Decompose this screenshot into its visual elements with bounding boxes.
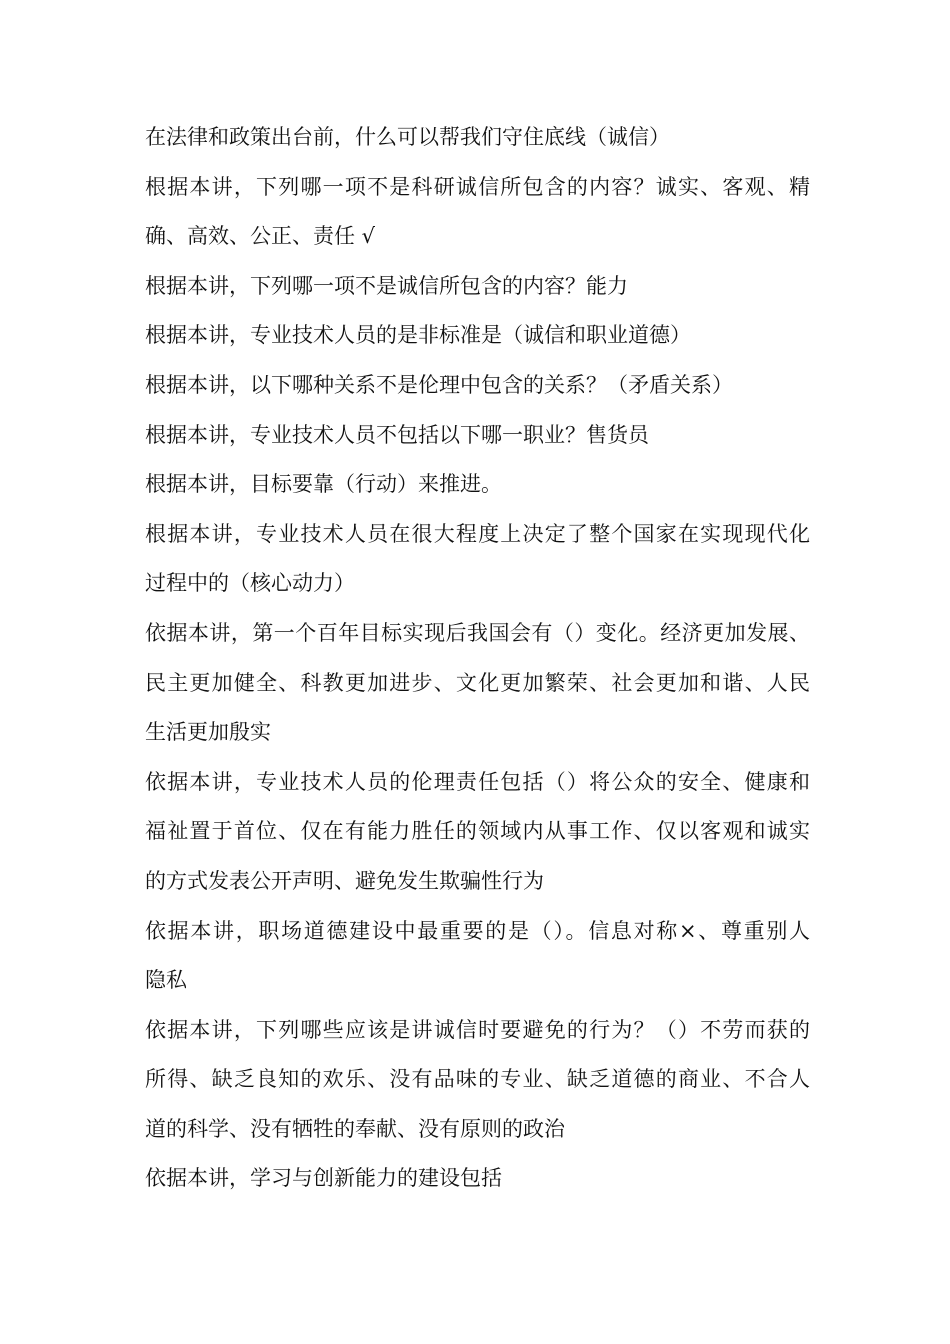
text-line: 在法律和政策出台前，什么可以帮我们守住底线（诚信）: [145, 125, 670, 149]
document-page: [145, 113, 810, 1204]
text-line: 依据本讲，第一个百年目标实现后我国会有（）变化。经济更加发展、: [145, 620, 810, 645]
text-line: 依据本讲，学习与创新能力的建设包括: [145, 1166, 502, 1191]
text-line: 根据本讲，专业技术人员的是非标准是（诚信和职业道德）: [145, 323, 691, 348]
text-line: 根据本讲，下列哪一项不是科研诚信所包含的内容？诚实、客观、精: [145, 174, 810, 199]
text-line: 福祉置于首位、仅在有能力胜任的领域内从事工作、仅以客观和诚实: [145, 819, 810, 844]
text-line: 民主更加健全、科教更加进步、文化更加繁荣、社会更加和谐、人民: [145, 670, 810, 695]
text-line: 确、高效、公正、责任 √: [145, 224, 376, 249]
text-line: 根据本讲，目标要靠（行动）来推进。: [145, 472, 502, 497]
text-line: 根据本讲，下列哪一项不是诚信所包含的内容？能力: [145, 273, 628, 298]
text-line: 根据本讲，以下哪种关系不是伦理中包含的关系？（矛盾关系）: [145, 372, 733, 397]
text-line: 的方式发表公开声明、避免发生欺骗性行为: [145, 868, 544, 893]
text-line: 所得、缺乏良知的欢乐、没有品味的专业、缺乏道德的商业、不合人: [145, 1067, 810, 1092]
text-line: 根据本讲，专业技术人员不包括以下哪一职业？售货员: [145, 422, 649, 447]
text-line: 生活更加殷实: [145, 720, 271, 745]
text-line: 道的科学、没有牺牲的奉献、没有原则的政治: [145, 1116, 565, 1141]
text-line: 依据本讲，职场道德建设中最重要的是（）。信息对称×、尊重别人: [145, 918, 810, 943]
text-line: 依据本讲，下列哪些应该是讲诚信时要避免的行为？（）不劳而获的: [145, 1017, 810, 1042]
text-line: 隐私: [145, 968, 187, 993]
text-line: 根据本讲，专业技术人员在很大程度上决定了整个国家在实现现代化: [145, 521, 810, 546]
text-line: 过程中的（核心动力）: [145, 571, 355, 596]
text-line: 依据本讲，专业技术人员的伦理责任包括（）将公众的安全、健康和: [145, 769, 810, 794]
